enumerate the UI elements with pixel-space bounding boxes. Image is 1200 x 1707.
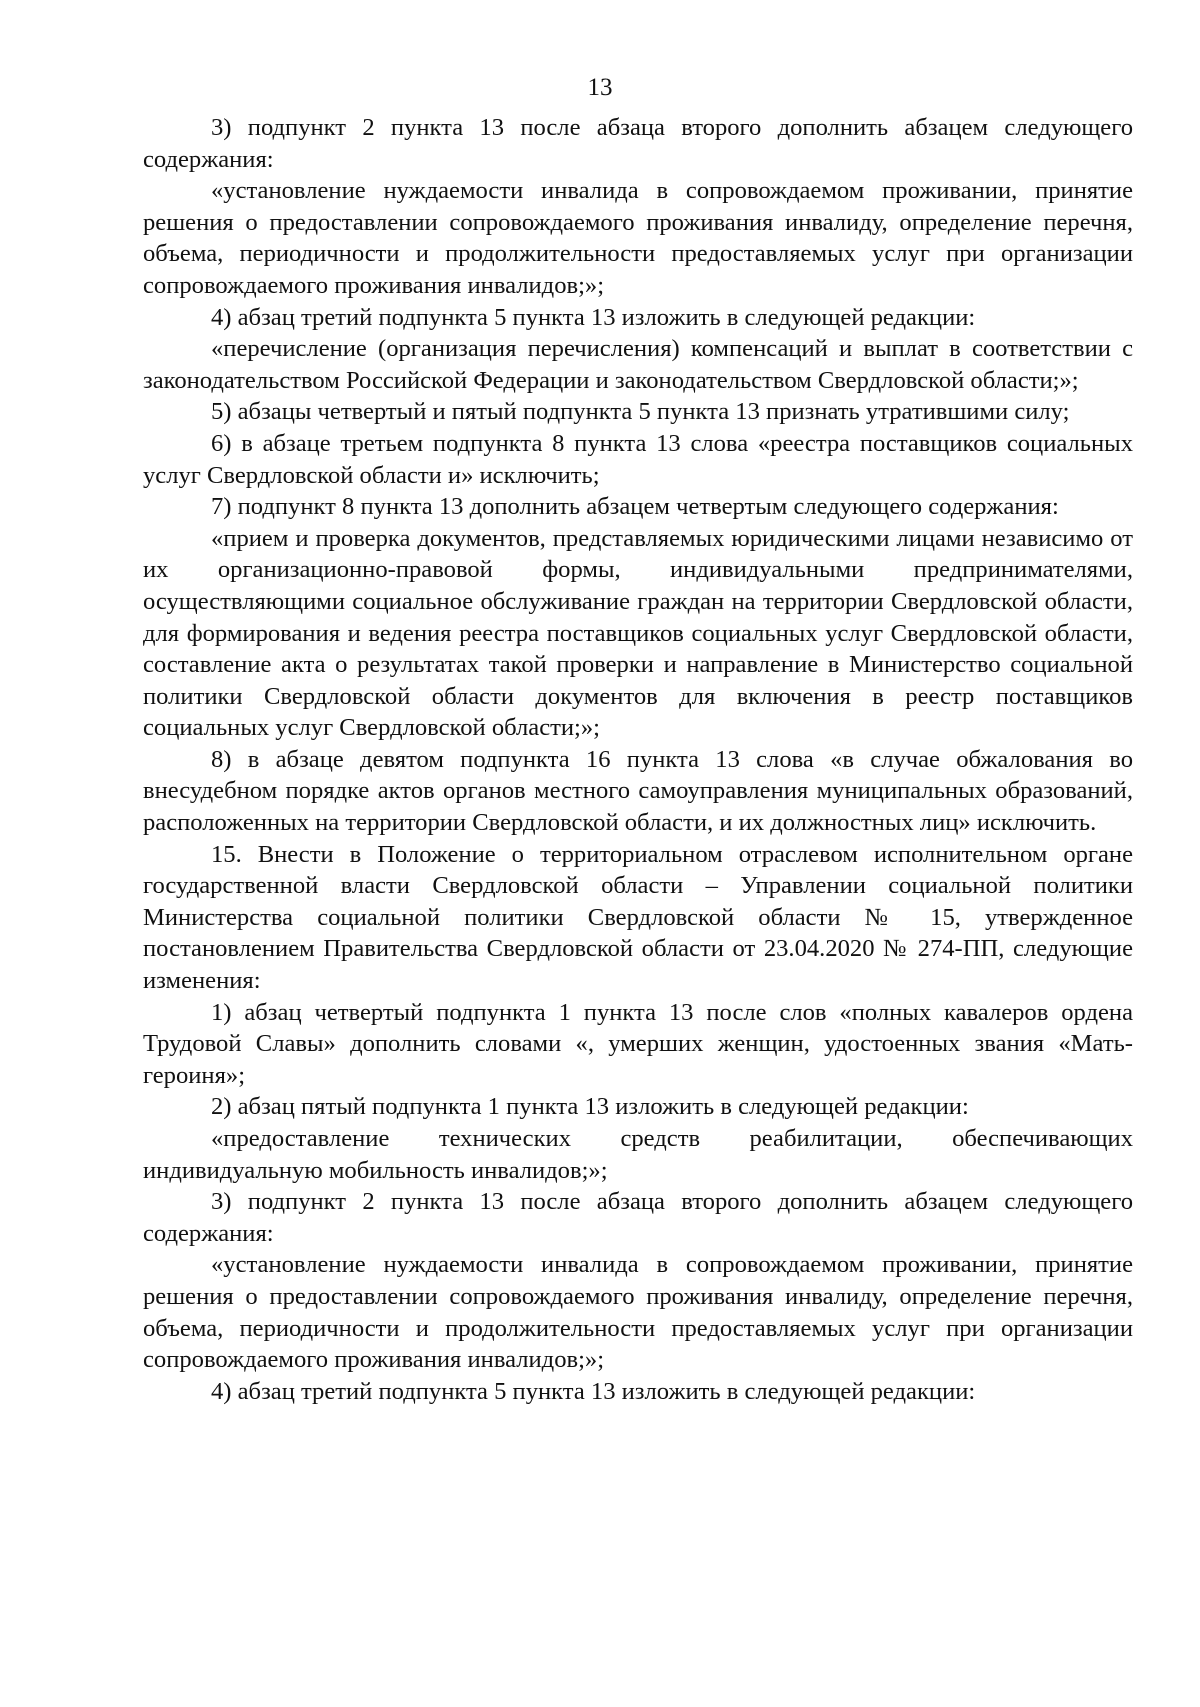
paragraph: 15. Внести в Положение о территориальном отраслевом исполнительном органе государственной власти Свердловской области – Управлении социальной политики Министерства социальной политики Свердловской области № 15, утвержденное постановлением Правительства Свердловской области от 23.04.2020 № 274-ПП, следующие изменения:: [143, 840, 1133, 995]
paragraph: 4) абзац третий подпункта 5 пункта 13 изложить в следующей редакции:: [211, 303, 976, 331]
paragraph: «предоставление технических средств реабилитации, обеспечивающих индивидуальную мобильность инвалидов;»;: [143, 1125, 1133, 1184]
paragraph: 5) абзацы четвертый и пятый подпункта 5 пункта 13 признать утратившими силу;: [211, 398, 1070, 426]
paragraph: «прием и проверка документов, представляемых юридическими лицами независимо от их организационно-правовой формы, индивидуальными предпринимателями, осуществляющими социальное обслуживание граждан на территории Свердловской области, для формирования и ведения реестра поставщиков социальных услуг Свердловской области, составление акта о результатах такой проверки и направление в Министерство социальной политики Свердловской области документов для включения в реестр поставщиков социальных услуг Свердловской области;»;: [143, 524, 1133, 742]
paragraph: «установление нуждаемости инвалида в сопровождаемом проживании, принятие решения о предоставлении сопровождаемого проживания инвалиду, определение перечня, объема, периодичности и продолжительности предоставляемых услуг при организации сопровождаемого проживания инвалидов;»;: [143, 1251, 1133, 1374]
paragraph: 8) в абзаце девятом подпункта 16 пункта 13 слова «в случае обжалования во внесудебном порядке актов органов местного самоуправления муниципальных образований, расположенных на территории Свердловской области, и их должностных лиц» исключить.: [143, 745, 1133, 837]
paragraph: 7) подпункт 8 пункта 13 дополнить абзацем четвертым следующего содержания:: [211, 493, 1059, 521]
paragraph: 3) подпункт 2 пункта 13 после абзаца второго дополнить абзацем следующего содержания:: [143, 1188, 1133, 1247]
paragraph: «установление нуждаемости инвалида в сопровождаемом проживании, принятие решения о предоставлении сопровождаемого проживания инвалиду, определение перечня, объема, периодичности и продолжительности предоставляемых услуг при организации сопровождаемого проживания инвалидов;»;: [143, 177, 1133, 299]
paragraph: 3) подпункт 2 пункта 13 после абзаца второго дополнить абзацем следующего содержания:: [143, 114, 1133, 173]
document-body: [143, 112, 1133, 1407]
paragraph: 4) абзац третий подпункта 5 пункта 13 изложить в следующей редакции:: [211, 1377, 976, 1405]
paragraph: «перечисление (организация перечисления) компенсаций и выплат в соответствии с законодательством Российской Федерации и законодательством Свердловской области;»;: [143, 335, 1133, 394]
page-number: 13: [587, 74, 613, 101]
paragraph: 1) абзац четвертый подпункта 1 пункта 13 после слов «полных кавалеров ордена Трудовой Славы» дополнить словами «, умерших женщин, удостоенных звания «Мать-героиня»;: [143, 998, 1133, 1089]
paragraph: 2) абзац пятый подпункта 1 пункта 13 изложить в следующей редакции:: [211, 1093, 969, 1121]
paragraph: 6) в абзаце третьем подпункта 8 пункта 13 слова «реестра поставщиков социальных услуг Свердловской области и» исключить;: [143, 429, 1133, 489]
